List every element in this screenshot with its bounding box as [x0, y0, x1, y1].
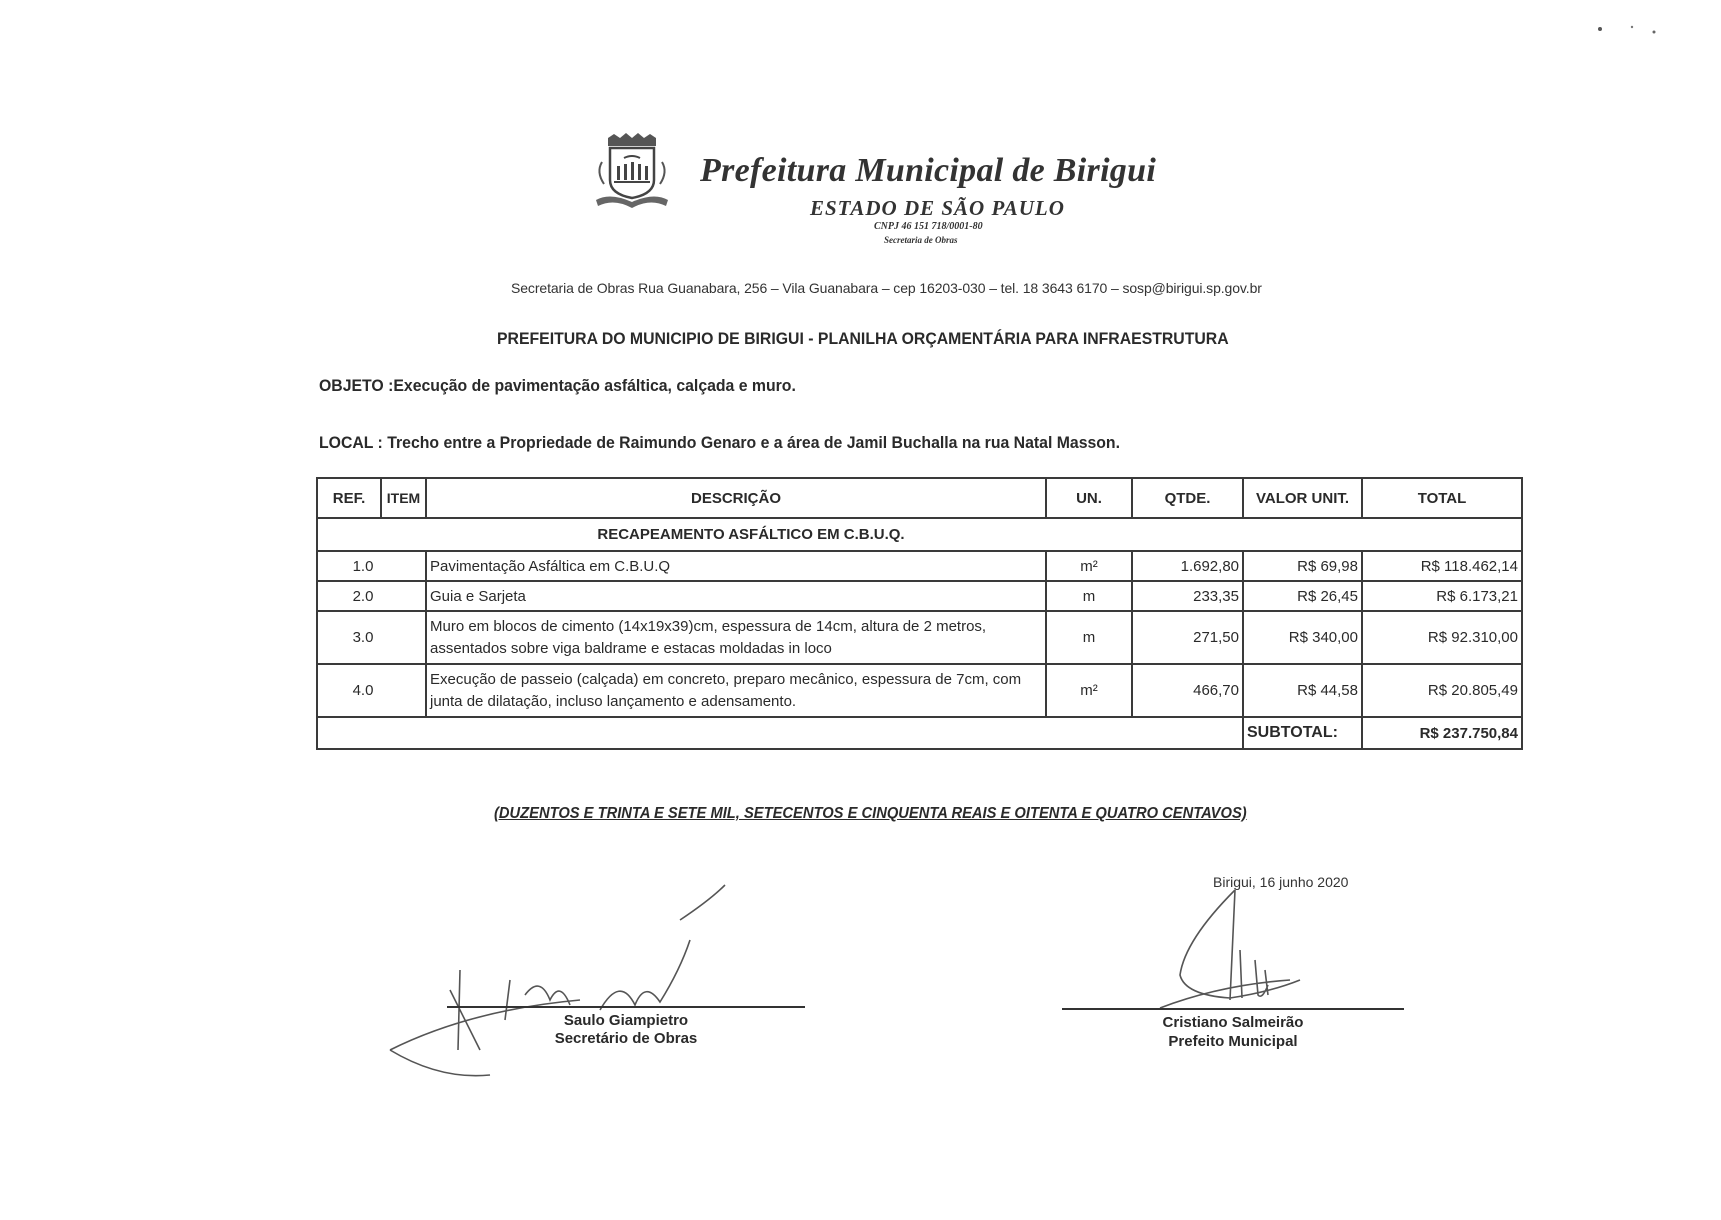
- cell-ref: 3.0: [317, 611, 426, 664]
- header-unit-price: VALOR UNIT.: [1243, 478, 1362, 518]
- cell-unit: m²: [1046, 664, 1132, 717]
- organization-state: ESTADO DE SÃO PAULO: [810, 196, 1065, 220]
- signature-1-line: [447, 1006, 805, 1008]
- cell-unit: m: [1046, 581, 1132, 611]
- signature-1-scribble: [380, 880, 800, 1080]
- subtotal-value: R$ 237.750,84: [1362, 717, 1522, 749]
- table-row: [317, 611, 1522, 664]
- scan-specks: [1590, 20, 1670, 40]
- subtotal-spacer: [317, 717, 1243, 749]
- amount-in-words: (DUZENTOS E TRINTA E SETE MIL, SETECENTOS E CINQUENTA REAIS E OITENTA E QUATRO CENTAVOS): [494, 805, 1247, 822]
- header-ref: REF.: [317, 478, 381, 518]
- cell-unit-price: R$ 69,98: [1243, 551, 1362, 581]
- organization-title: Prefeitura Municipal de Birigui: [700, 152, 1157, 189]
- cell-ref: 4.0: [317, 664, 426, 717]
- table-row: [317, 581, 1522, 611]
- table-header-row: [317, 478, 1522, 518]
- cell-unit-price: R$ 340,00: [1243, 611, 1362, 664]
- signature-1-name: Saulo Giampietro: [563, 1012, 689, 1029]
- subtotal-row: [317, 717, 1522, 749]
- place-date: Birigui, 16 junho 2020: [1213, 874, 1349, 890]
- objeto-line: OBJETO :Execução de pavimentação asfáltica, calçada e muro.: [319, 376, 796, 395]
- header-unit: UN.: [1046, 478, 1132, 518]
- cell-unit: m²: [1046, 551, 1132, 581]
- cell-quantity: 1.692,80: [1132, 551, 1243, 581]
- header-total: TOTAL: [1362, 478, 1522, 518]
- cell-description: Muro em blocos de cimento (14x19x39)cm, espessura de 14cm, altura de 2 metros, assentados sobre viga baldrame e estacas moldadas in loco: [426, 611, 1046, 664]
- cell-description: Pavimentação Asfáltica em C.B.U.Q: [426, 551, 1046, 581]
- organization-department: Secretaria de Obras: [884, 235, 958, 245]
- signature-1-role: Secretário de Obras: [554, 1030, 698, 1047]
- cell-description: Guia e Sarjeta: [426, 581, 1046, 611]
- cell-unit: m: [1046, 611, 1132, 664]
- cell-quantity: 271,50: [1132, 611, 1243, 664]
- header-description: DESCRIÇÃO: [426, 478, 1046, 518]
- subtotal-label: SUBTOTAL:: [1243, 717, 1362, 749]
- cell-unit-price: R$ 26,45: [1243, 581, 1362, 611]
- cell-quantity: 233,35: [1132, 581, 1243, 611]
- header-quantity: QTDE.: [1132, 478, 1243, 518]
- signature-2-name: Cristiano Salmeirão: [1162, 1014, 1304, 1031]
- address-line: Secretaria de Obras Rua Guanabara, 256 – Vila Guanabara – cep 16203-030 – tel. 18 3643 6170 – sosp@birigui.sp.gov.br: [511, 280, 1262, 296]
- cell-total: R$ 92.310,00: [1362, 611, 1522, 664]
- cell-unit-price: R$ 44,58: [1243, 664, 1362, 717]
- local-line: LOCAL : Trecho entre a Propriedade de Raimundo Genaro e a área de Jamil Buchalla na rua Natal Masson.: [319, 433, 1120, 452]
- budget-table: [316, 477, 1523, 750]
- table-row: [317, 551, 1522, 581]
- cell-description: Execução de passeio (calçada) em concreto, preparo mecânico, espessura de 7cm, com junta de dilatação, incluso lançamento e adensamento.: [426, 664, 1046, 717]
- cell-total: R$ 118.462,14: [1362, 551, 1522, 581]
- organization-cnpj: CNPJ 46 151 718/0001-80: [874, 221, 983, 232]
- signature-2-role: Prefeito Municipal: [1168, 1033, 1298, 1050]
- cell-total: R$ 6.173,21: [1362, 581, 1522, 611]
- section-row: [317, 518, 1522, 551]
- cell-ref: 1.0: [317, 551, 426, 581]
- table-row: [317, 664, 1522, 717]
- signature-2-line: [1062, 1008, 1404, 1010]
- cell-quantity: 466,70: [1132, 664, 1243, 717]
- header-item: ITEM: [381, 478, 426, 518]
- cell-total: R$ 20.805,49: [1362, 664, 1522, 717]
- document-title: PREFEITURA DO MUNICIPIO DE BIRIGUI - PLANILHA ORÇAMENTÁRIA PARA INFRAESTRUTURA: [497, 329, 1229, 348]
- signature-2-scribble: [1150, 880, 1350, 1015]
- section-title: RECAPEAMENTO ASFÁLTICO EM C.B.U.Q.: [317, 518, 1522, 551]
- cell-ref: 2.0: [317, 581, 426, 611]
- municipal-coat-of-arms-icon: [590, 132, 674, 212]
